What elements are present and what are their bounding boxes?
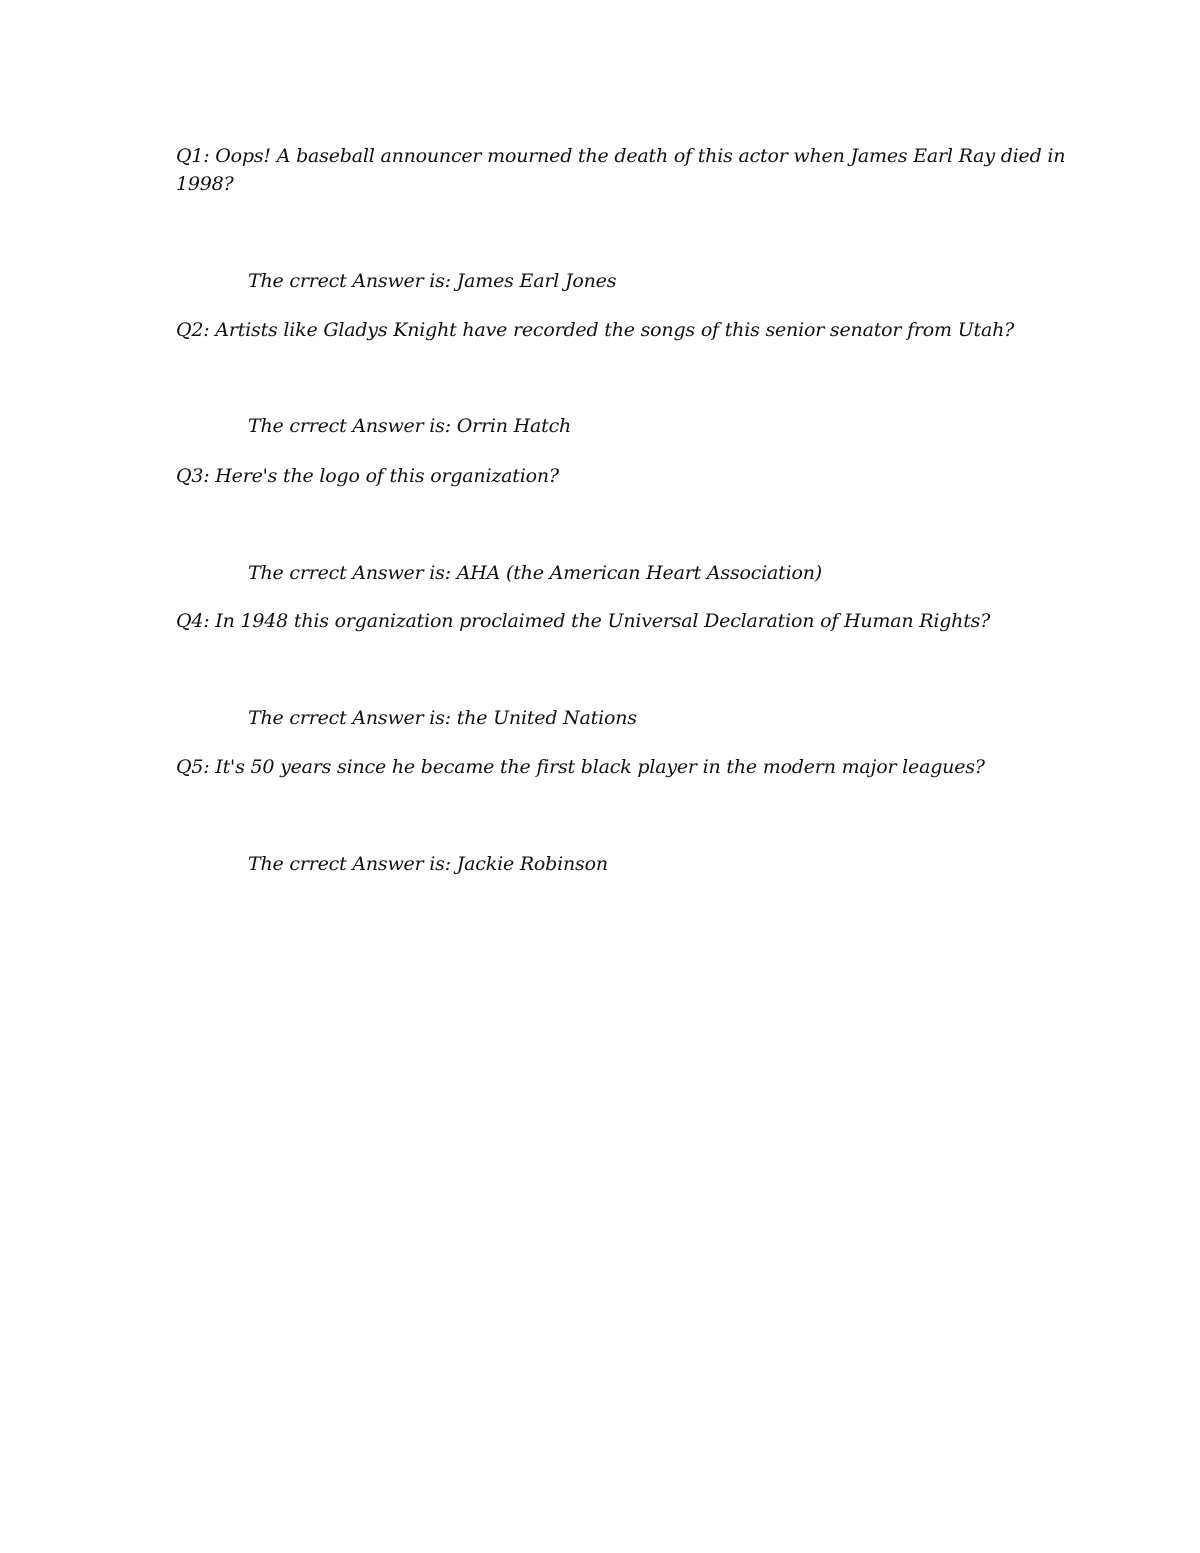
- question-3: Q3: Here's the logo of this organization?: [176, 465, 559, 487]
- question-1-line-2: 1998?: [176, 173, 234, 195]
- answer-4: The crrect Answer is: the United Nations: [248, 707, 637, 729]
- answer-5: The crrect Answer is: Jackie Robinson: [248, 853, 608, 875]
- question-5: Q5: It's 50 years since he became the first black player in the modern major leagues?: [176, 756, 985, 778]
- question-4: Q4: In 1948 this organization proclaimed the Universal Declaration of Human Rights?: [176, 610, 991, 632]
- answer-3: The crrect Answer is: AHA (the American Heart Association): [248, 562, 822, 584]
- question-2: Q2: Artists like Gladys Knight have recorded the songs of this senior senator from Utah?: [176, 319, 1015, 341]
- question-1-line-1: Q1: Oops! A baseball announcer mourned the death of this actor when James Earl Ray died in: [176, 145, 1066, 167]
- answer-1: The crrect Answer is: James Earl Jones: [248, 270, 617, 292]
- answer-2: The crrect Answer is: Orrin Hatch: [248, 415, 572, 437]
